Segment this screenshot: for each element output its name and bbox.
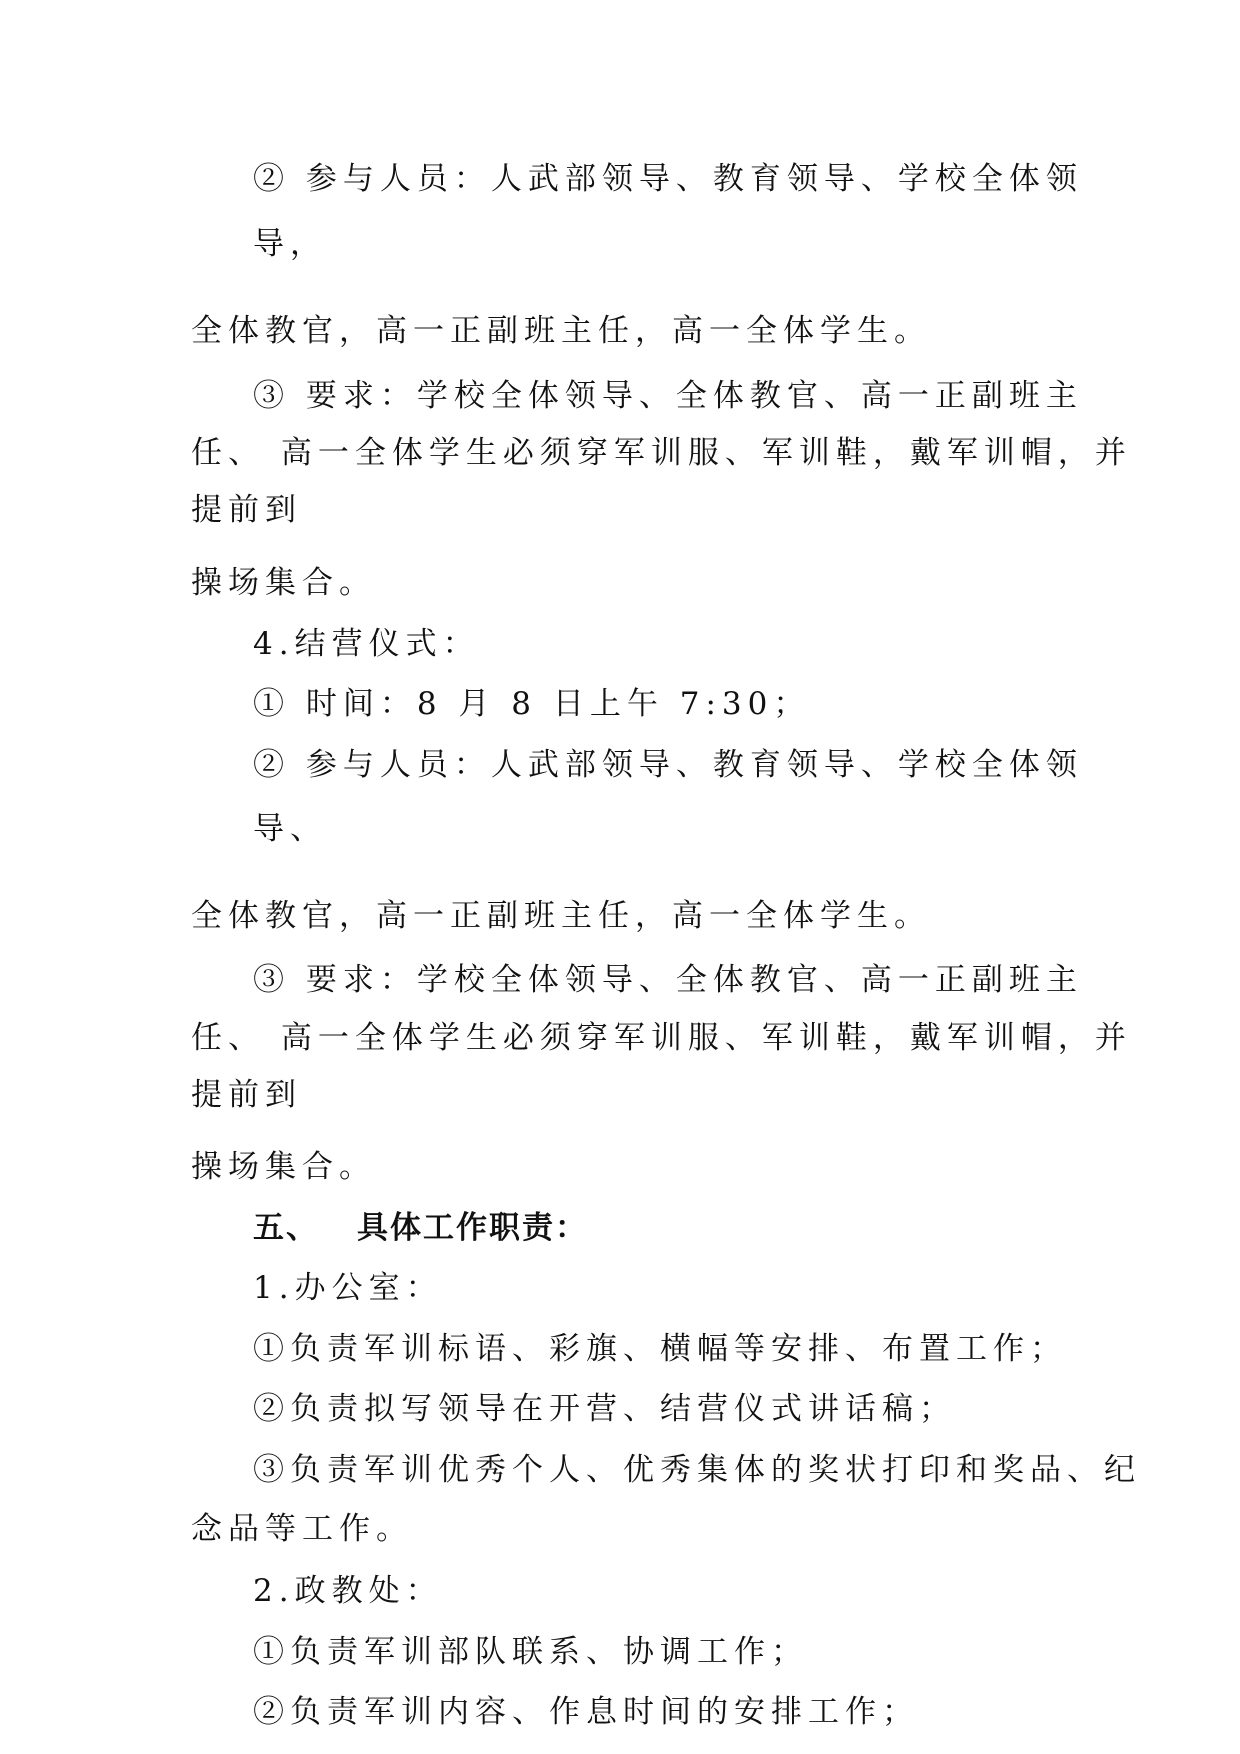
section-subheading: 1.办公室： bbox=[253, 1270, 443, 1306]
paragraph-line: 全体教官，高一正副班主任，高一全体学生。 bbox=[191, 313, 931, 349]
paragraph-line: 提前到 bbox=[191, 1077, 302, 1113]
paragraph-line: 导， bbox=[253, 226, 327, 262]
paragraph-line: ② 参与人员：人武部领导、教育领导、学校全体领 bbox=[253, 161, 1083, 197]
paragraph-line: 任、 高一全体学生必须穿军训服、军训鞋，戴军训帽，并 bbox=[191, 1020, 1132, 1056]
paragraph-line: ③负责军训优秀个人、优秀集体的奖状打印和奖品、纪 bbox=[253, 1452, 1141, 1488]
section-heading bbox=[253, 1208, 588, 1248]
paragraph-line: ①负责军训标语、彩旗、横幅等安排、布置工作； bbox=[253, 1331, 1067, 1367]
paragraph-line: ① 时间：8 月 8 日上午 7:30； bbox=[253, 686, 811, 722]
section-subheading: 4.结营仪式： bbox=[253, 626, 480, 662]
paragraph-line: 操场集合。 bbox=[191, 565, 376, 601]
paragraph-line: 全体教官，高一正副班主任，高一全体学生。 bbox=[191, 898, 931, 934]
section-heading-number: 五、 bbox=[253, 1210, 319, 1246]
paragraph-line: 导、 bbox=[253, 811, 327, 847]
paragraph-line: 任、 高一全体学生必须穿军训服、军训鞋，戴军训帽，并 bbox=[191, 435, 1132, 471]
paragraph-line: 提前到 bbox=[191, 492, 302, 528]
paragraph-line: 操场集合。 bbox=[191, 1149, 376, 1185]
section-subheading: 2.政教处： bbox=[253, 1573, 443, 1609]
paragraph-line: ②负责军训内容、作息时间的安排工作； bbox=[253, 1694, 919, 1730]
paragraph-line: 念品等工作。 bbox=[191, 1511, 413, 1547]
paragraph-line: ②负责拟写领导在开营、结营仪式讲话稿； bbox=[253, 1391, 956, 1427]
paragraph-line: ③ 要求：学校全体领导、全体教官、高一正副班主 bbox=[253, 378, 1083, 414]
paragraph-line: ② 参与人员：人武部领导、教育领导、学校全体领 bbox=[253, 747, 1083, 783]
paragraph-line: ③ 要求：学校全体领导、全体教官、高一正副班主 bbox=[253, 962, 1083, 998]
section-heading-text: 具体工作职责： bbox=[357, 1210, 588, 1246]
paragraph-line: ①负责军训部队联系、协调工作； bbox=[253, 1634, 808, 1670]
